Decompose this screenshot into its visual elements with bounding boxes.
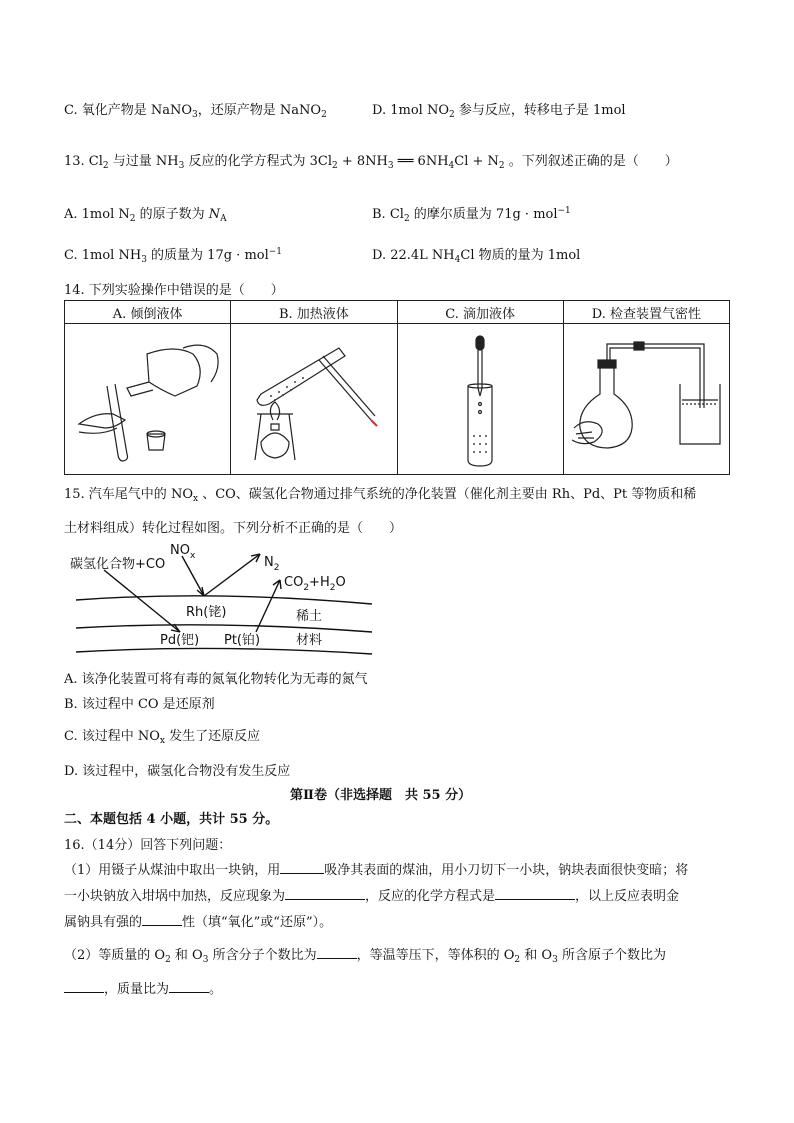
blank-4[interactable] [142, 913, 182, 926]
label-n2: $N_2$ [264, 555, 280, 573]
heating-liquid-illustration [231, 324, 395, 470]
q16-part2-line2: ，质量比为 。 [64, 978, 222, 997]
pouring-liquid-illustration [65, 324, 229, 470]
q15-stem-line2: 土材料组成）转化过程如图。下列分析不正确的是（ ） [64, 521, 403, 536]
q15-option-a: A. 该净化装置可将有毒的氮氧化物转化为无毒的氮气 [64, 672, 368, 687]
q14-table [64, 300, 730, 475]
q14-image-d [563, 324, 729, 475]
arrow-nox-to-rh [182, 556, 204, 596]
q14-header-d: D. 检查装置气密性 [563, 301, 729, 324]
q16-part2-line1: （2）等质量的 $O_2$ 和 $O_3$ 所含分子个数比为 ，等温等压下，等体积的 $O_2$ 和 $O_3$ 所含原子个数比为 [64, 948, 666, 965]
q16-stem: 16.（14分）回答下列问题： [64, 838, 232, 853]
blank-2[interactable] [285, 887, 365, 900]
blank-1[interactable] [280, 861, 324, 874]
label-pt: Pt(铂) [224, 633, 261, 648]
arrow-rh-to-n2 [204, 554, 260, 596]
q14-image-a [65, 324, 231, 475]
layer-line-middle [76, 625, 372, 632]
q15-option-b: B. 该过程中 CO 是还原剂 [64, 697, 215, 712]
q13-option-d: D. 22.4L $NH_4Cl$ 物质的量为 1mol [372, 248, 581, 265]
q15-option-d: D. 该过程中，碳氢化合物没有发生反应 [64, 764, 291, 779]
q16-part1-line2: 一小块钠放入坩埚中加热，反应现象为 ，反应的化学方程式是 ，以上反应表明金 [64, 889, 680, 904]
q13-stem: 13. $Cl_2$ 与过量 $NH_3$ 反应的化学方程式为 $3Cl_2 + 8NH_3$ ══ $6NH_4Cl + N_2$ 。下列叙述正确的是（ ） [64, 154, 678, 171]
q14-stem: 14. 下列实验操作中错误的是（ ） [64, 283, 284, 298]
arrow-pt-to-co2 [256, 580, 280, 632]
label-xitu: 稀土 [296, 609, 323, 624]
q14-header-c: C. 滴加液体 [397, 301, 563, 324]
layer-line-bottom [76, 648, 372, 654]
q13-option-b: B. $Cl_2$ 的摩尔质量为 71g · mol$^{-1}$ [372, 206, 571, 224]
label-rh: Rh(铑) [186, 605, 227, 620]
blank-7[interactable] [169, 980, 209, 993]
q13-option-c: C. 1mol $NH_3$ 的质量为 17g · mol$^{-1}$ [64, 247, 283, 265]
dropping-liquid-illustration [398, 324, 562, 470]
q14-header-a: A. 倾倒液体 [65, 301, 231, 324]
arrow-hc-to-pd [104, 570, 180, 632]
q16-part1-line3: 属钠具有强的 性（填“氧化”或“还原”）。 [64, 915, 333, 930]
q12-option-c: C. 氧化产物是 NaNO$_3$，还原产物是 NaNO$_2$ [64, 103, 327, 120]
q14-image-b [231, 324, 397, 475]
catalytic-converter-diagram [64, 540, 384, 662]
q14-image-c [397, 324, 563, 475]
layer-line-top [76, 596, 372, 604]
label-co2-h2o: $CO_2+H_2O$ [284, 575, 346, 593]
airtightness-check-illustration [564, 324, 728, 470]
q15-option-c: C. 该过程中 $NO_x$ 发生了还原反应 [64, 729, 261, 746]
label-pd: Pd(钯) [160, 633, 200, 648]
blank-3[interactable] [495, 887, 575, 900]
label-cailiao: 材料 [296, 633, 323, 648]
q15-stem-line1: 15. 汽车尾气中的 $NO_x$ 、CO、碳氢化合物通过排气系统的净化装置（催化剂主要由 Rh、Pd、Pt 等物质和稀 [64, 487, 697, 504]
q12-option-d: D. 1mol $NO_2$ 参与反应，转移电子是 1mol [372, 103, 626, 120]
q14-header-b: B. 加热液体 [231, 301, 397, 324]
blank-5[interactable] [317, 946, 357, 959]
label-hc-co: 碳氢化合物+CO [70, 557, 166, 572]
label-nox: $NO_x$ [170, 543, 196, 561]
section2-heading: 二、本题包括 4 小题，共计 55 分。 [64, 812, 279, 827]
q16-part1-line1: （1）用镊子从煤油中取出一块钠，用 吸净其表面的煤油，用小刀切下一小块，钠块表面很快变暗；将 [64, 863, 689, 878]
q13-option-a: A. 1mol $N_2$ 的原子数为 $N_A$ [64, 207, 227, 224]
section2-title: 第Ⅱ卷（非选择题 共 55 分） [290, 788, 472, 803]
blank-6[interactable] [64, 980, 104, 993]
